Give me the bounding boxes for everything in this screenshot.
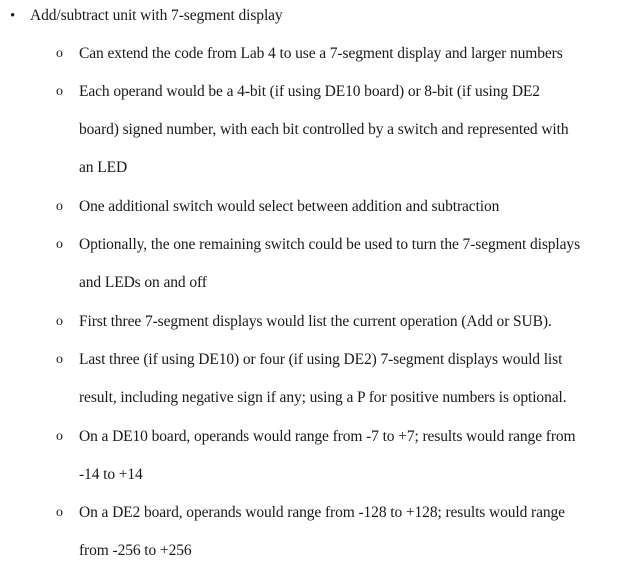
list-item-line: -14 to +14 [79, 466, 143, 483]
list-item-line: Last three (if using DE10) or four (if using DE2) 7-segment displays would list [79, 351, 563, 368]
list-item-line: Each operand would be a 4-bit (if using DE10 board) or 8-bit (if using DE2 [79, 83, 540, 100]
list-item-line: result, including negative sign if any; using a P for positive numbers is optional. [79, 389, 567, 406]
sub-bullet: o [56, 46, 63, 61]
main-bullet: • [10, 8, 16, 24]
list-item-line: One additional switch would select between addition and subtraction [79, 198, 500, 215]
sub-bullet: o [56, 429, 63, 444]
list-item-line: On a DE2 board, operands would range from -128 to +128; results would range [79, 504, 565, 521]
list-item-line: board) signed number, with each bit controlled by a switch and represented with [79, 121, 569, 138]
list-item-line: and LEDs on and off [79, 274, 207, 291]
list-item-line: an LED [79, 159, 128, 176]
list-item-line: On a DE10 board, operands would range from -7 to +7; results would range from [79, 428, 576, 445]
sub-bullet: o [56, 237, 63, 252]
sub-bullet: o [56, 199, 63, 214]
list-item-line: from -256 to +256 [79, 542, 192, 559]
sub-bullet: o [56, 352, 63, 367]
list-item-line: Can extend the code from Lab 4 to use a 7-segment display and larger numbers [79, 45, 563, 62]
list-item-line: First three 7-segment displays would list the current operation (Add or SUB). [79, 313, 552, 330]
sub-bullet: o [56, 505, 63, 520]
heading-text: Add/subtract unit with 7-segment display [30, 7, 283, 24]
sub-bullet: o [56, 84, 63, 99]
list-item-line: Optionally, the one remaining switch could be used to turn the 7-segment displays [79, 236, 581, 253]
sub-bullet: o [56, 314, 63, 329]
